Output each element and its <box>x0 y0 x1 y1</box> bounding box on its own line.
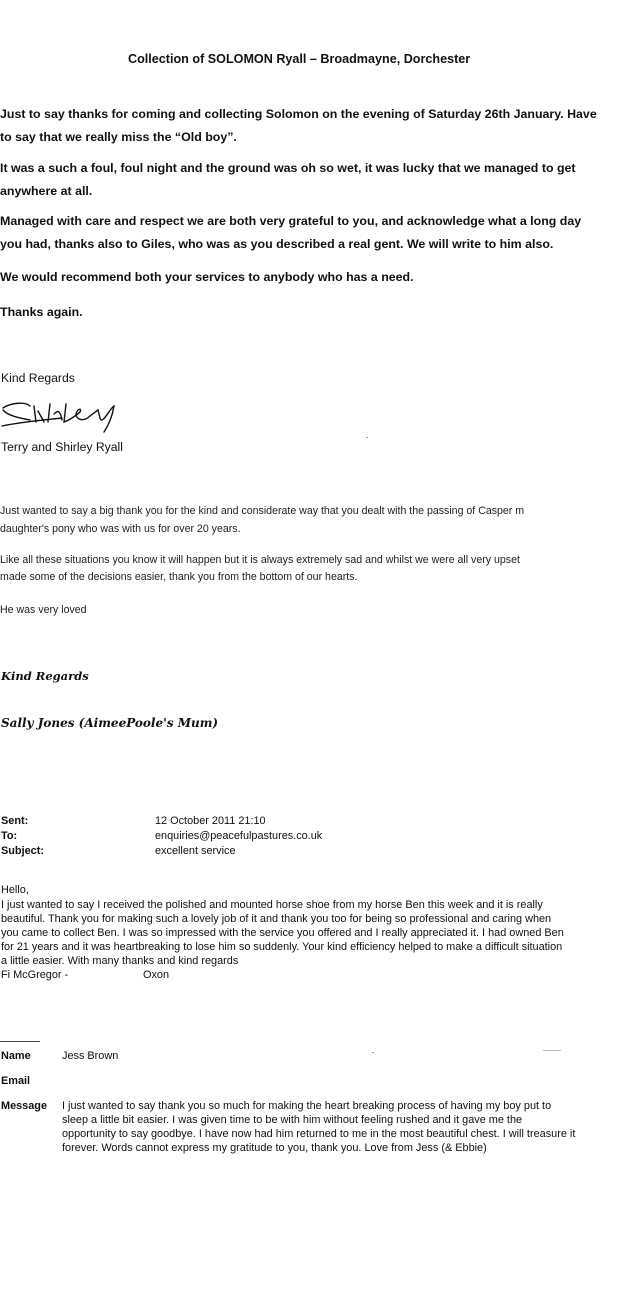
letter1-para5: Thanks again. <box>0 305 83 319</box>
letter1-para4: We would recommend both your services to anybody who has a need. <box>0 270 414 284</box>
email-signoff-name: Fi McGregor - <box>1 969 69 981</box>
letter1-para2-line2: anywhere at all. <box>0 184 93 198</box>
email-signoff-place: Oxon <box>143 969 170 981</box>
form-message-line1: I just wanted to say thank you so much for making the heart breaking process of having my boy put to <box>62 1100 552 1112</box>
letter1-para1-line1: Just to say thanks for coming and collecting Solomon on the evening of Saturday 26th January. Have <box>0 107 597 121</box>
letter2-line2: daughter's pony who was with us for over 20 years. <box>0 523 241 535</box>
email-greeting: Hello, <box>1 884 29 896</box>
scan-speck <box>366 437 368 438</box>
letter2-signoff: Sally Jones (AimeePoole's Mum) <box>1 716 219 730</box>
form-email-label: Email <box>1 1075 31 1087</box>
email-sent-label: Sent: <box>1 815 29 827</box>
letter1-closing: Kind Regards <box>1 371 75 385</box>
email-body-line2: beautiful. Thank you for making such a lovely job of it and thank you too for being so professional and caring when <box>1 913 552 925</box>
letter2-line4: made some of the decisions easier, thank you from the bottom of our hearts. <box>0 571 358 583</box>
email-body-line3: you came to collect Ben. I was so impressed with the service you offered and I really appreciated it. I had owned Ben <box>1 927 564 939</box>
email-subject-value: excellent service <box>155 845 236 857</box>
letter1-heading: Collection of SOLOMON Ryall – Broadmayne, Dorchester <box>128 52 471 66</box>
scan-mark <box>543 1050 561 1051</box>
letter2-line3: Like all these situations you know it will happen but it is always extremely sad and whilst we were all very upset <box>0 554 520 566</box>
email-to-label: To: <box>1 830 18 842</box>
letter2-closing: Kind Regards <box>1 669 89 683</box>
email-body-line4: for 21 years and it was heartbreaking to lose him so suddenly. Your kind efficiency helped to make a difficult situation <box>1 941 563 953</box>
handwritten-signature <box>0 396 120 436</box>
email-body-line5: a little easier. With many thanks and kind regards <box>1 955 239 967</box>
letter2-line5: He was very loved <box>0 604 87 616</box>
form-message-label: Message <box>1 1100 48 1112</box>
email-subject-label: Subject: <box>1 845 44 857</box>
form-name-value: Jess Brown <box>62 1050 119 1062</box>
letter1-signoff: Terry and Shirley Ryall <box>1 440 123 454</box>
letter1-para2-line1: It was a such a foul, foul night and the ground was oh so wet, it was lucky that we managed to get <box>0 161 576 175</box>
form-message-line3: opportunity to say goodbye. I have now had him returned to me in the most beautiful chest. I will treasure it <box>62 1128 576 1140</box>
letter1-para3-line1: Managed with care and respect we are both very grateful to you, and acknowledge what a long day <box>0 214 582 228</box>
form-message-line4: forever. Words cannot express my gratitude to you, thank you. Love from Jess (& Ebbie) <box>62 1142 487 1154</box>
email-sent-value: 12 October 2011 21:10 <box>155 815 266 827</box>
letter1-para3-line2: you had, thanks also to Giles, who was as you described a real gent. We will write to him also. <box>0 237 554 251</box>
form-message-line2: sleep a little bit easier. I was given time to be with him without feeling rushed and it gave me the <box>62 1114 523 1126</box>
letter1-para1-line2: to say that we really miss the “Old boy”. <box>0 130 237 144</box>
scan-speck <box>372 1052 374 1053</box>
form-name-label: Name <box>1 1050 31 1062</box>
form-top-rule <box>0 1041 40 1042</box>
email-to-value: enquiries@peacefulpastures.co.uk <box>155 830 323 842</box>
letter2-line1: Just wanted to say a big thank you for the kind and considerate way that you dealt with the passing of Casper m <box>0 505 525 517</box>
email-body-line1: I just wanted to say I received the polished and mounted horse shoe from my horse Ben this week and it is really <box>1 899 543 911</box>
